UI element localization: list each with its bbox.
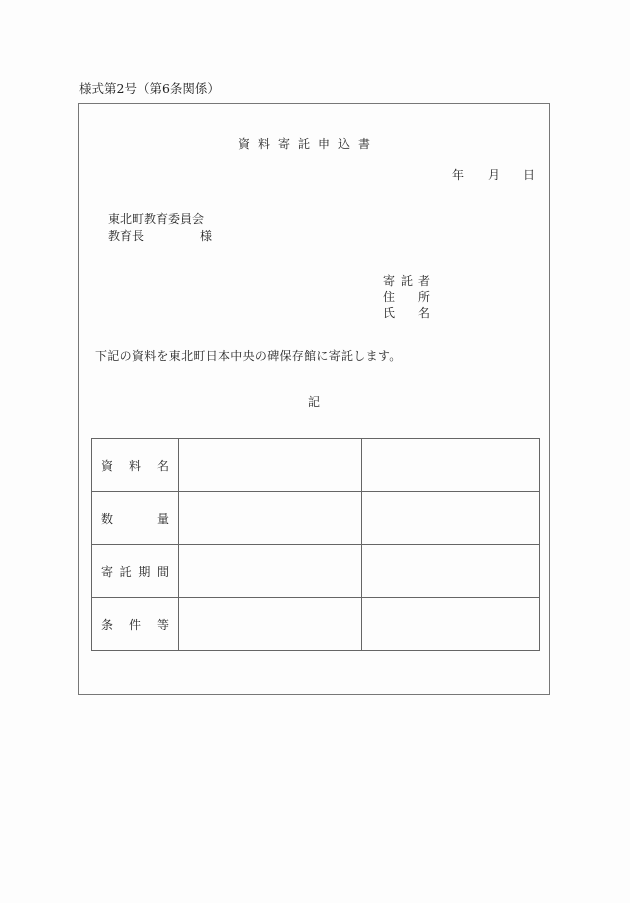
value-cell[interactable] xyxy=(362,439,540,492)
value-cell[interactable] xyxy=(362,598,540,651)
document-title: 資料寄託申込書 xyxy=(238,137,379,151)
address-label-1: 住 xyxy=(383,290,396,304)
applicant-heading-3: 者 xyxy=(418,274,431,288)
name-label-2: 名 xyxy=(418,306,431,320)
row-label: 条 件 等 xyxy=(92,598,179,651)
form-number: 様式第2号（第6条関係） xyxy=(79,81,220,96)
value-cell[interactable] xyxy=(179,545,362,598)
item-table xyxy=(91,438,540,651)
date-month-label: 月 xyxy=(488,168,501,182)
value-cell[interactable] xyxy=(179,439,362,492)
row-label: 資 料 名 xyxy=(92,439,179,492)
applicant-heading-1: 寄 xyxy=(383,274,396,288)
value-cell[interactable] xyxy=(362,492,540,545)
value-cell[interactable] xyxy=(179,492,362,545)
date-day-label: 日 xyxy=(523,168,536,182)
date-year-label: 年 xyxy=(452,168,465,182)
table-row xyxy=(92,492,540,545)
name-label-1: 氏 xyxy=(383,306,396,320)
value-cell[interactable] xyxy=(179,598,362,651)
row-label: 寄 託 期 間 xyxy=(92,545,179,598)
table-row xyxy=(92,439,540,492)
ki-heading: 記 xyxy=(308,395,321,409)
addressee-org: 東北町教育委員会 xyxy=(108,212,205,226)
applicant-heading-2: 託 xyxy=(401,274,414,288)
address-label-2: 所 xyxy=(418,290,431,304)
table-row xyxy=(92,545,540,598)
body-text: 下記の資料を東北町日本中央の碑保存館に寄託します。 xyxy=(95,349,402,363)
addressee-role: 教育長 xyxy=(108,229,145,243)
row-label: 数 量 xyxy=(92,492,179,545)
value-cell[interactable] xyxy=(362,545,540,598)
addressee-honorific: 様 xyxy=(200,229,213,243)
table-row xyxy=(92,598,540,651)
